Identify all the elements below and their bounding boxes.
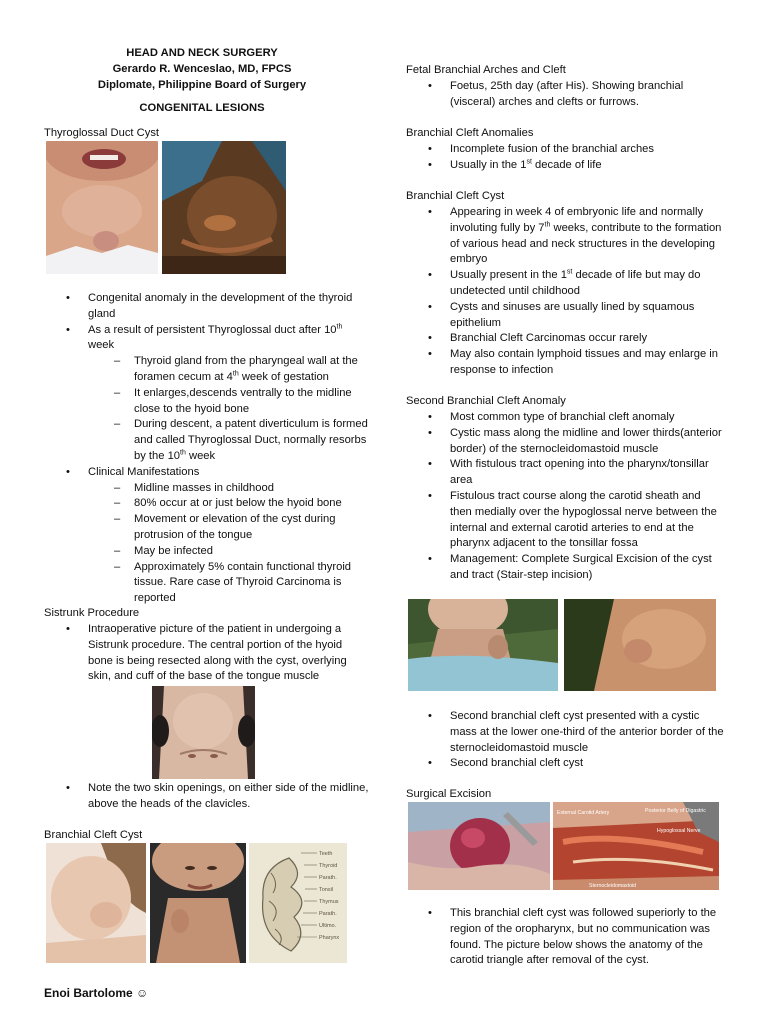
- embryo-label: Pharynx: [319, 935, 340, 941]
- document-header: [44, 46, 360, 117]
- sistrunk-heading: Sistrunk Procedure: [44, 607, 140, 619]
- thyroglossal-photo-child: [46, 141, 158, 274]
- list-item: • Incomplete fusion of the branchial arches: [406, 142, 724, 158]
- sistrunk-note: [44, 781, 370, 813]
- thyroglossal-list: [44, 291, 370, 607]
- list-item: • Most common type of branchial cleft anomaly: [406, 410, 724, 426]
- embryo-label: Ultimo.: [319, 923, 337, 929]
- list-subitem: – 80% occur at or just below the hyoid bone: [44, 496, 370, 512]
- sistrunk-list: [44, 622, 370, 685]
- page-title: HEAD AND NECK SURGERY: [126, 47, 278, 59]
- list-subitem: – Thyroid gland from the pharyngeal wall at the foramen cecum at 4th week of gestation: [44, 354, 370, 386]
- anomalies-list: [406, 142, 724, 174]
- embryo-label: Thymus: [319, 899, 339, 905]
- anomalies-heading: Branchial Cleft Anomalies: [406, 127, 534, 139]
- footer-signature: Enoi Bartolome ☺: [44, 986, 149, 1000]
- list-subitem: – Midline masses in childhood: [44, 481, 370, 497]
- excision-photo-anatomy: [553, 802, 719, 890]
- list-item: • Second branchial cleft cyst presented with a cystic mass at the lower one-third of the anterior border of the sternocleidomastoid muscle: [406, 709, 724, 756]
- thyroglossal-photo-intraop: [162, 141, 286, 274]
- list-item: • Cystic mass along the midline and lower thirds(anterior border) of the sternocleidomastoid muscle: [406, 426, 724, 458]
- excision-heading: Surgical Excision: [406, 788, 492, 800]
- label-hypoglossal: Hypoglossal Nerve: [657, 828, 701, 834]
- list-item: • Management: Complete Surgical Excision of the cyst and tract (Stair-step incision): [406, 552, 724, 584]
- sistrunk-photo: [152, 686, 255, 779]
- smiley-icon: ☺: [136, 986, 149, 1000]
- cyst-heading: Branchial Cleft Cyst: [406, 190, 505, 202]
- branchial-photo-frontal: [150, 843, 246, 963]
- list-item: • Second branchial cleft cyst: [406, 756, 724, 772]
- list-item: • Note the two skin openings, on either side of the midline, above the heads of the clavicles.: [44, 781, 370, 813]
- label-external-carotid: External Carotid Artery: [557, 810, 610, 816]
- list-item: • Congenital anomaly in the development of the thyroid gland: [44, 291, 370, 323]
- list-item: • Fistulous tract course along the carotid sheath and then medially over the hypoglossal nerve between the internal and external carotid arteries to end at the pharynx adjacent to the tonsillar fossa: [406, 489, 724, 552]
- label-digastric: Posterior Belly of Digastric: [645, 808, 706, 814]
- list-subitem: – Approximately 5% contain functional thyroid tissue. Rare case of Thyroid Carcinoma is reported: [44, 560, 370, 607]
- list-item: • Usually present in the 1st decade of life but may do undetected until childhood: [406, 268, 724, 300]
- list-item: • Foetus, 25th day (after His). Showing branchial (visceral) arches and clefts or furrows.: [406, 79, 724, 111]
- branchial-left-heading: Branchial Cleft Cyst: [44, 829, 143, 841]
- list-subitem: – It enlarges,descends ventrally to the midline close to the hyoid bone: [44, 386, 370, 418]
- list-item: • As a result of persistent Thyroglossal duct after 10th week: [44, 323, 370, 355]
- embryo-label: Tonsil: [319, 887, 334, 893]
- cyst-list: [406, 205, 724, 379]
- embryo-label: Parath.: [319, 875, 337, 881]
- list-item: • May also contain lymphoid tissues and may enlarge in response to infection: [406, 347, 724, 379]
- second-heading: Second Branchial Cleft Anomaly: [406, 395, 566, 407]
- second-list: [406, 410, 724, 584]
- list-item: • Branchial Cleft Carcinomas occur rarely: [406, 331, 724, 347]
- list-item: • This branchial cleft cyst was followed superiorly to the region of the oropharynx, but no communication was found. The picture below shows the anatomy of the carotid triangle after removal of the cyst.: [406, 906, 724, 969]
- embryo-label: Thyroid: [319, 863, 338, 869]
- list-item: • Usually in the 1st decade of life: [406, 158, 724, 174]
- list-subitem: – May be infected: [44, 544, 370, 560]
- thyroglossal-heading: Thyroglossal Duct Cyst: [44, 127, 160, 139]
- embryo-label: Teeth: [319, 851, 333, 857]
- list-item: • With fistulous tract opening into the pharynx/tonsillar area: [406, 457, 724, 489]
- embryo-label: Parath.: [319, 911, 337, 917]
- second-cleft-photo-child: [408, 599, 558, 691]
- second-cleft-photo-neck: [564, 599, 716, 691]
- label-sternocleidomastoid: Sternocleidomastoid: [589, 883, 637, 889]
- list-item: • Appearing in week 4 of embryonic life and normally involuting fully by 7th weeks, contribute to the formation of various head and neck structures in the developing embryo: [406, 205, 724, 268]
- list-subitem: – During descent, a patent diverticulum is formed and called Thyroglossal Duct, normally resorbs by the 10th week: [44, 417, 370, 464]
- branchial-photo-lateral: [46, 843, 146, 963]
- fetal-list: [406, 79, 724, 111]
- author-name: Gerardo R. Wenceslao, MD, FPCS: [112, 62, 292, 75]
- list-item: • Cysts and sinuses are usually lined by squamous epithelium: [406, 300, 724, 332]
- author-credentials: Diplomate, Philippine Board of Surgery: [97, 78, 307, 91]
- embryo-diagram: [249, 843, 347, 963]
- section-title: CONGENITAL LESIONS: [139, 102, 265, 115]
- excision-list: [406, 906, 724, 969]
- second-caption-list: [406, 709, 724, 772]
- list-subitem: – Movement or elevation of the cyst during protrusion of the tongue: [44, 512, 370, 544]
- excision-photo-cyst: [408, 802, 550, 890]
- list-item: • Intraoperative picture of the patient in undergoing a Sistrunk procedure. The central portion of the hyoid bone is being resected along with the cyst, overlying skin, and cuff of the base of the tongue muscle: [44, 622, 370, 685]
- list-item: • Clinical Manifestations: [44, 465, 370, 481]
- fetal-heading: Fetal Branchial Arches and Cleft: [406, 64, 566, 76]
